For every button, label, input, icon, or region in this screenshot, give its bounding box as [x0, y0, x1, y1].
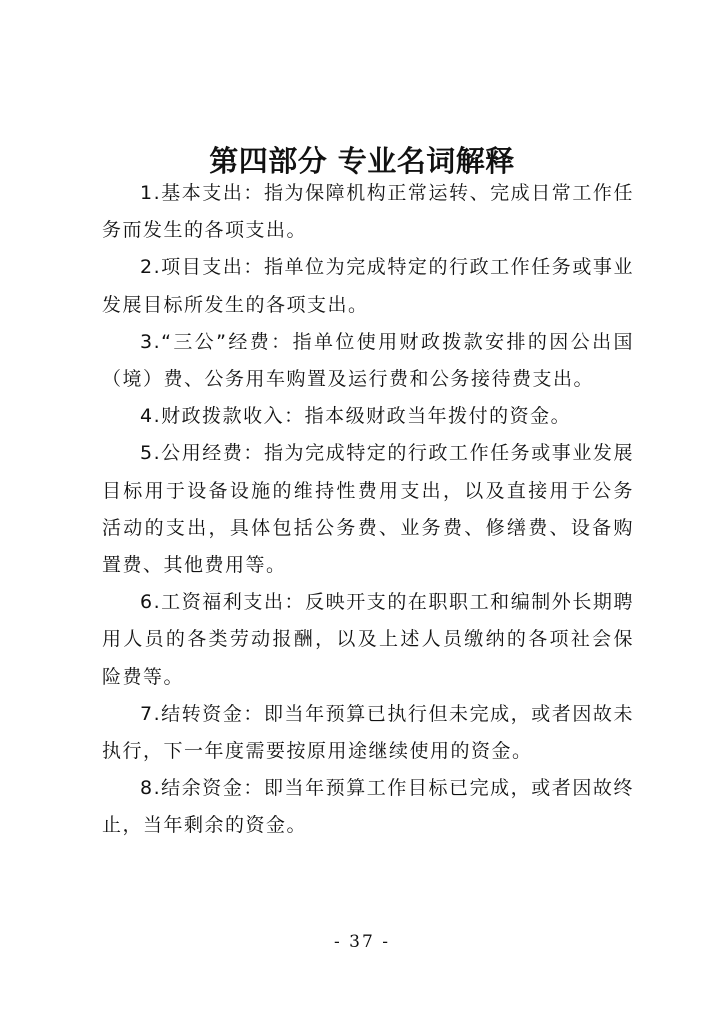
glossary-term: 5.公用经费： [140, 442, 264, 465]
glossary-term: 7.结转资金： [140, 702, 264, 725]
glossary-definition: 即当年预算已执行但未完成，或者因故未执行，下一年度需要按原用途继续使用的资金。 [102, 702, 634, 763]
glossary-entry-surplus-funds [102, 770, 634, 844]
glossary-definition: 指单位使用财政拨款安排的因公出国（境）费、公务用车购置及运行费和公务接待费支出。 [102, 330, 634, 391]
glossary-definition: 指为完成特定的行政工作任务或事业发展目标用于设备设施的维持性费用支出，以及直接用于公务活动的支出，具体包括公务费、业务费、修缮费、设备购置费、其他费用等。 [102, 442, 634, 577]
glossary-entry-three-public-funds [102, 324, 634, 398]
glossary-entry-carryover-funds [102, 696, 634, 770]
page-number: - 37 - [334, 932, 390, 952]
glossary-definition: 反映开支的在职职工和编制外长期聘用人员的各类劳动报酬，以及上述人员缴纳的各项社会保险费等。 [102, 591, 634, 688]
glossary-entry-fiscal-appropriation-income [102, 398, 634, 435]
glossary-term: 4.财政拨款收入： [140, 405, 305, 428]
glossary-term: 6.工资福利支出： [140, 591, 306, 614]
glossary-list [102, 175, 634, 845]
glossary-term: 8.结余资金： [140, 777, 264, 800]
glossary-term: 3.“三公”经费： [140, 330, 293, 353]
glossary-term: 2.项目支出： [140, 256, 264, 279]
glossary-entry-salary-welfare [102, 584, 634, 696]
glossary-definition: 指为保障机构正常运转、完成日常工作任务而发生的各项支出。 [102, 182, 634, 242]
glossary-definition: 指单位为完成特定的行政工作任务或事业发展目标所发生的各项支出。 [102, 256, 634, 316]
page-title: 第四部分 专业名词解释 [209, 144, 515, 179]
glossary-entry-basic-expenditure [102, 175, 634, 249]
glossary-term: 1.基本支出： [140, 182, 264, 204]
glossary-definition: 指本级财政当年拨付的资金。 [304, 405, 572, 428]
glossary-entry-project-expenditure [102, 249, 634, 323]
glossary-entry-public-funds [102, 435, 634, 584]
glossary-definition: 即当年预算工作目标已完成，或者因故终止，当年剩余的资金。 [102, 777, 634, 837]
